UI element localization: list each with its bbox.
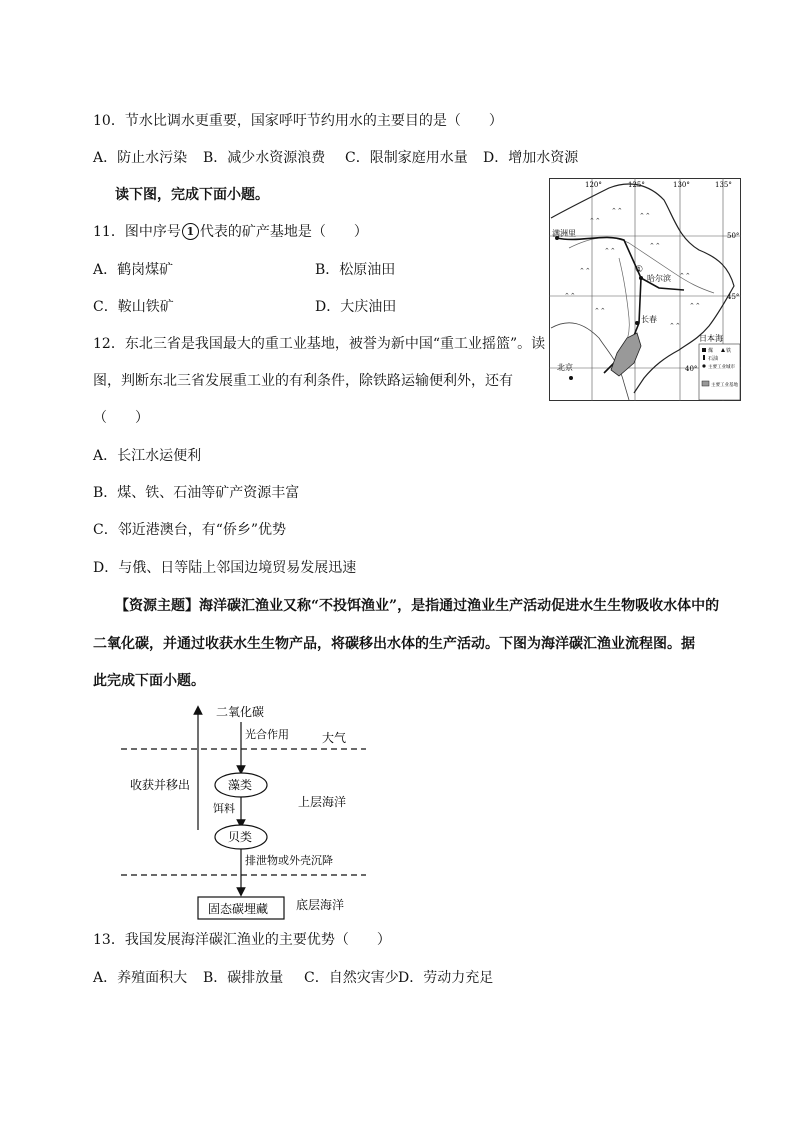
q12-option-b: B．煤、铁、石油等矿产资源丰富 [93, 485, 300, 501]
q11-stem [93, 222, 368, 242]
svg-text:⌃⌃: ⌃⌃ [594, 307, 606, 315]
q10-option-d: D．增加水资源 [483, 150, 579, 166]
svg-text:⌃⌃: ⌃⌃ [564, 292, 576, 300]
carbon-sink-flow-diagram [118, 700, 368, 925]
q10-option-a: A．防止水污染 [93, 150, 188, 166]
flow-bottom-ocean: 底层海洋 [296, 898, 345, 912]
svg-text:⌃⌃: ⌃⌃ [689, 302, 701, 310]
map-lon-130: 130° [673, 181, 690, 189]
read-instruction: 读下图，完成下面小题。 [115, 187, 269, 203]
flow-feed: 饵料 [213, 802, 235, 815]
map-marker-1: ① [635, 265, 644, 275]
map-legend-iron: 铁 [726, 348, 732, 354]
map-legend-oil: 石油 [708, 356, 719, 362]
svg-text:⌃⌃: ⌃⌃ [611, 207, 623, 215]
q10-option-c: C．限制家庭用水量 [345, 150, 468, 166]
q11-option-b: B．松原油田 [315, 262, 396, 278]
map-lat-50: 50° [727, 232, 740, 240]
q12-stem-line3: （ ） [93, 410, 149, 426]
q12-stem-line1: 12．东北三省是我国最大的重工业基地，被誉为新中国“重工业摇篮”。读 [93, 336, 546, 352]
flow-shellfish: 贝类 [228, 830, 253, 844]
q11-option-a: A．鹤岗煤矿 [93, 262, 174, 278]
map-city-beijing: 北京 [557, 363, 573, 372]
q10-options [93, 148, 578, 168]
flow-photosynthesis: 光合作用 [245, 728, 289, 741]
flow-solid-carbon: 固态碳埋藏 [208, 902, 269, 916]
map-city-changchun: 长春 [641, 315, 657, 324]
q12-stem-line2: 图，判断东北三省发展重工业的有利条件，除铁路运输便利外，还有 [93, 373, 513, 389]
q12-option-d: D．与俄、日等陆上邻国边境贸易发展迅速 [93, 560, 357, 576]
flow-upper-ocean: 上层海洋 [298, 795, 347, 809]
q13-stem: 13．我国发展海洋碳汇渔业的主要优势（ ） [93, 932, 391, 948]
q10-stem: 10．节水比调水更重要，国家呼吁节约用水的主要目的是（ ） [93, 113, 503, 129]
svg-text:⌃⌃: ⌃⌃ [679, 272, 691, 280]
map-city-harbin: 哈尔滨 [647, 274, 671, 283]
flow-co2: 二氧化碳 [216, 705, 265, 719]
svg-text:⌃⌃: ⌃⌃ [649, 242, 661, 250]
flow-harvest: 收获并移出 [130, 778, 191, 792]
q13-option-b: B．碳排放量 [203, 970, 284, 986]
passage-line2: 二氧化碳，并通过收获水生生物产品，将碳移出水体的生产活动。下图为海洋碳汇渔业流程图。据 [93, 636, 695, 652]
map-legend-coal: 煤 [708, 348, 714, 354]
svg-text:⌃⌃: ⌃⌃ [579, 267, 591, 275]
flow-excretion: 排泄物或外壳沉降 [245, 854, 333, 867]
map-lat-40: 40° [685, 365, 698, 373]
flow-algae: 藻类 [228, 778, 253, 792]
map-lon-125: 125° [628, 181, 645, 189]
q11-options-row1 [93, 260, 395, 280]
q12-option-c: C．邻近港澳台，有“侨乡”优势 [93, 522, 287, 538]
q12-option-a: A．长江水运便利 [93, 448, 202, 464]
map-legend-city: 主要工业城市 [708, 365, 735, 370]
passage-line1: 【资源主题】海洋碳汇渔业又称“不投饵渔业”，是指通过渔业生产活动促进水生生物吸收水体中的 [115, 598, 720, 614]
q11-stem-after: 代表的矿产基地是（ ） [199, 224, 368, 240]
q11-stem-before: 11．图中序号 [93, 224, 181, 240]
q13-option-a: A．养殖面积大 [93, 970, 188, 986]
q11-option-c: C．鞍山铁矿 [93, 299, 174, 315]
map-lat-45: 45° [727, 293, 740, 301]
northeast-china-map [549, 178, 741, 401]
q10-option-b: B．减少水资源浪费 [203, 150, 326, 166]
map-city-manzhouli: 满洲里 [552, 229, 576, 238]
svg-text:⌃⌃: ⌃⌃ [604, 247, 616, 255]
map-lon-120: 120° [585, 181, 602, 189]
q11-options-row2 [93, 297, 396, 317]
flow-atmosphere: 大气 [322, 731, 347, 745]
map-legend-base: 主要工业基地 [711, 383, 738, 388]
svg-text:⌃⌃: ⌃⌃ [639, 212, 651, 220]
svg-text:⌃⌃: ⌃⌃ [669, 322, 681, 330]
q13-option-d: D．劳动力充足 [398, 970, 494, 986]
map-lon-135: 135° [715, 181, 732, 189]
map-sea-label: 日本海 [699, 334, 723, 343]
q13-options [93, 968, 493, 988]
passage-line3: 此完成下面小题。 [93, 673, 205, 689]
svg-text:⌃⌃: ⌃⌃ [589, 217, 601, 225]
q11-option-d: D．大庆油田 [315, 299, 397, 315]
q13-option-c: C．自然灾害少 [304, 970, 399, 986]
q11-marker: 1 [182, 223, 199, 240]
